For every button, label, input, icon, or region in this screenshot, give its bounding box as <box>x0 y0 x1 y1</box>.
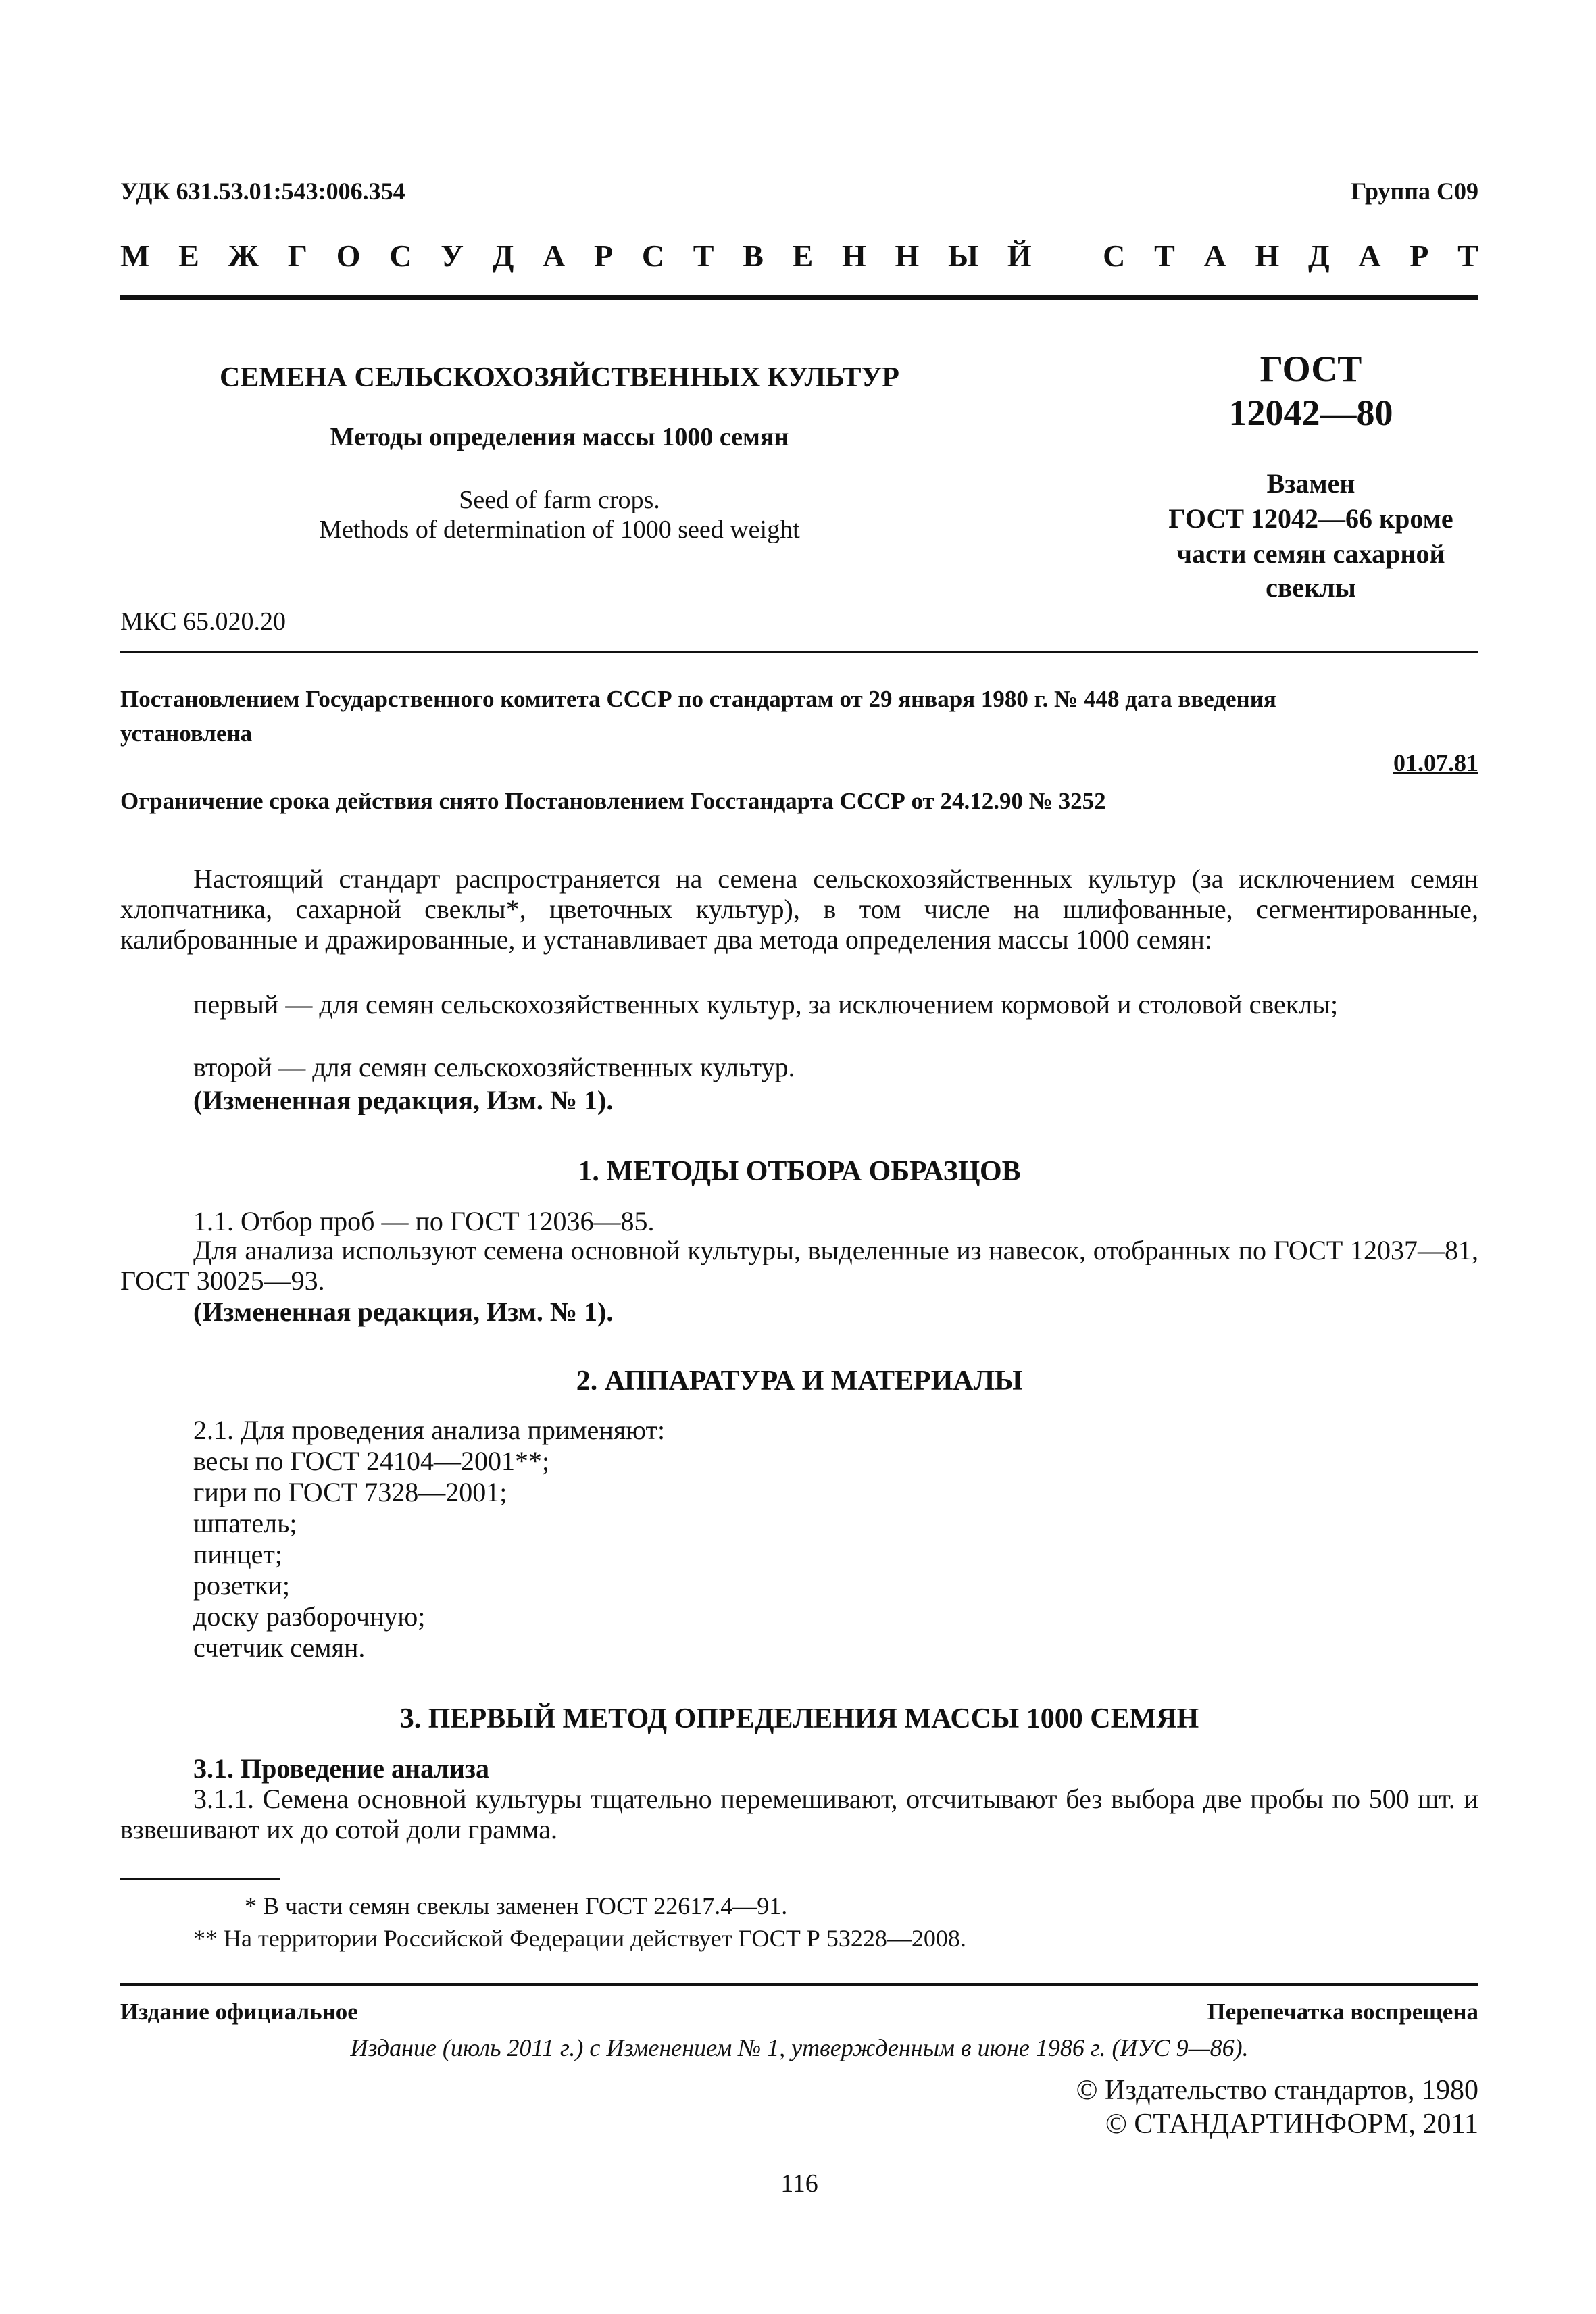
replaces-line4: свеклы <box>1266 572 1356 603</box>
section2-heading: 2. АППАРАТУРА И МАТЕРИАЛЫ <box>576 1365 1023 1397</box>
decree-line1: Постановлением Государственного комитета СССР по стандартам от 29 января 1980 г. № 448 дата введения <box>120 686 1276 712</box>
udk-code: УДК 631.53.01:543:006.354 <box>120 178 405 205</box>
mks-code: МКС 65.020.20 <box>120 607 286 636</box>
section2-item-intro: 2.1. Для проведения анализа применяют: <box>193 1415 666 1445</box>
section1-item1: 1.1. Отбор проб — по ГОСТ 12036—85. <box>193 1206 655 1236</box>
footnote-2: ** На территории Российской Федерации действует ГОСТ Р 53228—2008. <box>193 1925 966 1952</box>
heading-letter: С <box>1103 238 1126 273</box>
footer-rule <box>120 1983 1478 1986</box>
intro-paragraph: Настоящий стандарт распространяется на семена сельскохозяйственных культур (за исключением семян хлопчатника, сахарной свеклы*, цветочных культур), в том числе на шлифованные, сегментированные, калиброванные и дражированные, и устанавливает два метода определения массы 1000 семян: <box>120 863 1478 955</box>
header-thick-rule <box>120 295 1478 300</box>
heading-letter: А <box>1203 238 1226 273</box>
heading-letter: С <box>641 238 665 273</box>
section2-item-board: доску разборочную; <box>193 1601 426 1632</box>
intro-amendment-note: (Измененная редакция, Изм. № 1). <box>193 1085 614 1115</box>
replaces-line2: ГОСТ 12042—66 кроме <box>1168 503 1453 534</box>
decree-limit: Ограничение срока действия снято Постановлением Госстандарта СССР от 24.12.90 № 3252 <box>120 788 1106 814</box>
heading-letter: Н <box>842 238 866 273</box>
heading-letter: У <box>441 238 464 273</box>
heading-letter: Н <box>895 238 920 273</box>
heading-letter: Р <box>1410 238 1429 273</box>
section3-heading: 3. ПЕРВЫЙ МЕТОД ОПРЕДЕЛЕНИЯ МАССЫ 1000 СЕМЯН <box>399 1703 1199 1734</box>
copyright-2011: © СТАНДАРТИНФОРМ, 2011 <box>1105 2109 1478 2140</box>
interstate-standard-heading <box>120 238 1478 274</box>
gost-label: ГОСТ <box>1260 349 1362 389</box>
section2-item-weights: гири по ГОСТ 7328—2001; <box>193 1477 507 1507</box>
replaces-line3: части семян сахарной <box>1176 538 1445 569</box>
heading-letter: Р <box>594 238 614 273</box>
heading-letter: М <box>120 238 150 273</box>
heading-letter: А <box>1358 238 1381 273</box>
english-title-line2: Methods of determination of 1000 seed weight <box>319 515 800 544</box>
heading-letter: Ы <box>948 238 979 273</box>
group-code: Группа С09 <box>1351 178 1478 205</box>
footnote-rule <box>120 1878 280 1880</box>
document-subtitle: Методы определения массы 1000 семян <box>330 423 789 451</box>
heading-letter: Е <box>792 238 814 273</box>
heading-letter: В <box>743 238 764 273</box>
section1-paragraph: Для анализа используют семена основной культуры, выделенные из навесок, отобранных по ГОСТ 12037—81, ГОСТ 30025—93. <box>120 1235 1478 1296</box>
heading-letter: С <box>389 238 412 273</box>
section2-item-scales: весы по ГОСТ 24104—2001**; <box>193 1446 550 1476</box>
gost-number: 12042—80 <box>1228 393 1393 433</box>
heading-gap <box>1060 238 1074 274</box>
decree-line2: установлена <box>120 720 253 747</box>
english-title-line1: Seed of farm crops. <box>459 486 660 514</box>
section2-item-tweezers: пинцет; <box>193 1539 282 1569</box>
section2-item-rosettes: розетки; <box>193 1570 290 1601</box>
section2-item-spatula: шпатель; <box>193 1508 297 1538</box>
heading-letter: Т <box>1154 238 1175 273</box>
heading-letter: Д <box>492 238 514 273</box>
replaces-line1: Взамен <box>1266 468 1355 499</box>
heading-letter: Д <box>1307 238 1330 273</box>
section3-subheading: 3.1. Проведение анализа <box>193 1753 489 1784</box>
heading-letter: Т <box>1457 238 1478 273</box>
section3-paragraph: 3.1.1. Семена основной культуры тщательно перемешивают, отсчитывают без выбора две пробы по 500 шт. и взвешивают их до сотой доли грамма. <box>120 1784 1478 1844</box>
heading-letter: Г <box>287 238 308 273</box>
footnote-1: * В части семян свеклы заменен ГОСТ 22617.4—91. <box>245 1892 788 1919</box>
section2-item-counter: счетчик семян. <box>193 1632 366 1663</box>
heading-letter: Н <box>1255 238 1280 273</box>
edition-note: Издание (июль 2011 г.) с Изменением № 1, утвержденным в июне 1986 г. (ИУС 9—86). <box>350 2034 1249 2061</box>
intro-first-method: первый — для семян сельскохозяйственных культур, за исключением кормовой и столовой свеклы; <box>193 989 1339 1020</box>
heading-letter: Е <box>178 238 199 273</box>
heading-letter: А <box>543 238 566 273</box>
heading-letter: Т <box>693 238 714 273</box>
heading-letter: Ж <box>228 238 259 273</box>
intro-second-method: второй — для семян сельскохозяйственных культур. <box>193 1052 795 1082</box>
introduction-date: 01.07.81 <box>1393 749 1478 776</box>
section1-heading: 1. МЕТОДЫ ОТБОРА ОБРАЗЦОВ <box>578 1156 1021 1187</box>
page-number: 116 <box>780 2169 818 2198</box>
copyright-1980: © Издательство стандартов, 1980 <box>1076 2075 1478 2106</box>
document-title: СЕМЕНА СЕЛЬСКОХОЗЯЙСТВЕННЫХ КУЛЬТУР <box>220 362 899 393</box>
section1-amendment-note: (Измененная редакция, Изм. № 1). <box>193 1297 614 1327</box>
heading-letter: О <box>336 238 361 273</box>
heading-letter: Й <box>1007 238 1032 273</box>
title-rule <box>120 651 1478 653</box>
official-edition-label: Издание официальное <box>120 1998 358 2025</box>
reprint-prohibited-label: Перепечатка воспрещена <box>1207 1998 1478 2025</box>
